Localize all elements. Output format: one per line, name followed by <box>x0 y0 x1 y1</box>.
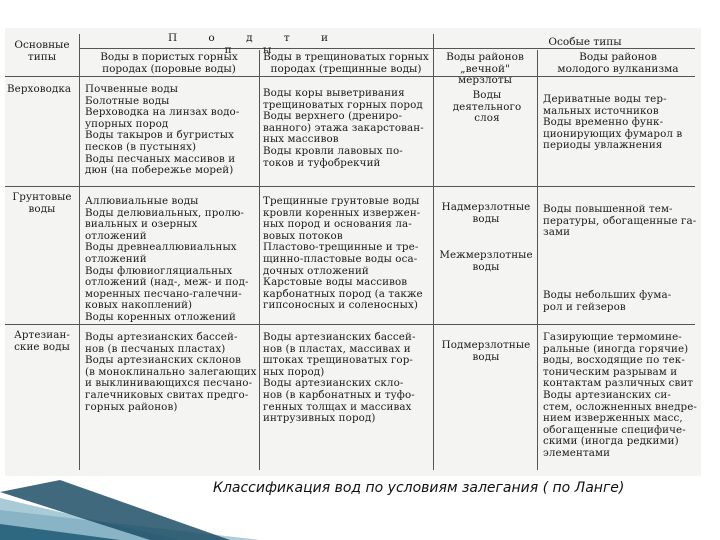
header-fissure: Воды в трещиноватых горных породах (трещинные воды) <box>263 51 429 75</box>
row-rule <box>5 324 695 325</box>
cell-fissure: Воды артезианских бассей- нов (в пластах, массивах и штоках трещиноватых гор- ных пород) Воды артезианских скло- нов (в карбонатных и туфо- генных толщах и массивах интрузивных пород) <box>263 331 416 425</box>
cell-porous: Воды артезианских бассей- нов (в песчаных пластах) Воды артезианских склонов (в моноклинально залегающих и выклинивающихся песчано- галечниковых свитах предго- горных районов) <box>85 331 257 413</box>
row-rule <box>5 186 695 187</box>
column-divider <box>537 50 538 470</box>
header-volcanic: Воды районов молодого вулканизма <box>557 51 679 75</box>
scanned-table <box>5 28 701 476</box>
cell-fissure: Воды коры выветривания трещиноватых горных пород Воды верхнего (дрениро- ванного) этажа закарстован- ных массивов Воды кровли лавовых по- токов и туфобрекчий <box>263 87 424 169</box>
header-special-types: Особые типы <box>548 36 622 48</box>
header-permafrost: Воды районов „вечной" мерзлоты <box>446 51 524 86</box>
cell-permafrost-inter: Межмерзлотные воды <box>439 249 533 273</box>
cell-permafrost: Воды деятельного слоя <box>452 89 522 125</box>
column-divider <box>79 34 80 470</box>
column-divider <box>259 50 260 470</box>
cell-porous: Почвенные воды Болотные воды Верховодка на линзах водо- упорных пород Воды такыров и бугристых песков (в пустынях) Воды песчаных массивов и дюн (на побережье морей) <box>85 83 240 177</box>
column-divider <box>433 34 434 470</box>
cell-volcanic: Газирующие термомине- ральные (иногда горячие) воды, восходящие по тек- тоническим разрывам и контактам различных свит Воды артезианских си- стем, осложненных внедре- нием изверженных масс, обогащенные специфиче- скими (иногда редкими) элементами <box>543 331 698 459</box>
cell-volcanic-fumaroles: Воды небольших фума- рол и гейзеров <box>543 289 672 313</box>
cell-porous: Аллювиальные воды Воды делювиальных, пролю- виальных и озерных отложений Воды древнеаллювиальных отложений Воды флювиогляциальных отложений (над-, меж- и под- моренных песчано-галечни- ковых накоплений) Воды коренных отложений <box>85 195 249 323</box>
slide-caption: Классификация вод по условиям залегания ( по Ланге) <box>213 480 625 496</box>
header-subtypes: П о д т и п ы <box>167 32 343 56</box>
row-type-groundwater: Грунтовые воды <box>12 191 72 215</box>
cell-permafrost-supra: Надмерзлотные воды <box>441 201 531 225</box>
row-type-artesian: Артезиан- ские воды <box>13 329 71 353</box>
cell-permafrost: Подмерзлотные воды <box>441 339 531 363</box>
row-type-perched-water: Верховодка <box>7 83 72 95</box>
cell-fissure: Трещинные грунтовые воды кровли коренных извержен- ных пород и основания ла- вовых потоков Пластово-трещинные и тре- щинно-пластовые воды оса- дочных отложений Карстовые воды массивов карбонатных пород (а также гипсоносных и соленосных) <box>263 195 423 312</box>
header-bottom-rule <box>5 76 695 77</box>
cell-volcanic-heated: Воды повышенной тем- пературы, обогащенные га- зами <box>543 203 697 239</box>
header-main-types: Основные типы <box>14 39 70 63</box>
header-porous: Воды в пористых горных породах (поровые воды) <box>100 51 238 75</box>
cell-volcanic: Дериватные воды тер- мальных источников Воды временно функ- ционирующих фумарол в периоды увлажнения <box>543 93 683 152</box>
